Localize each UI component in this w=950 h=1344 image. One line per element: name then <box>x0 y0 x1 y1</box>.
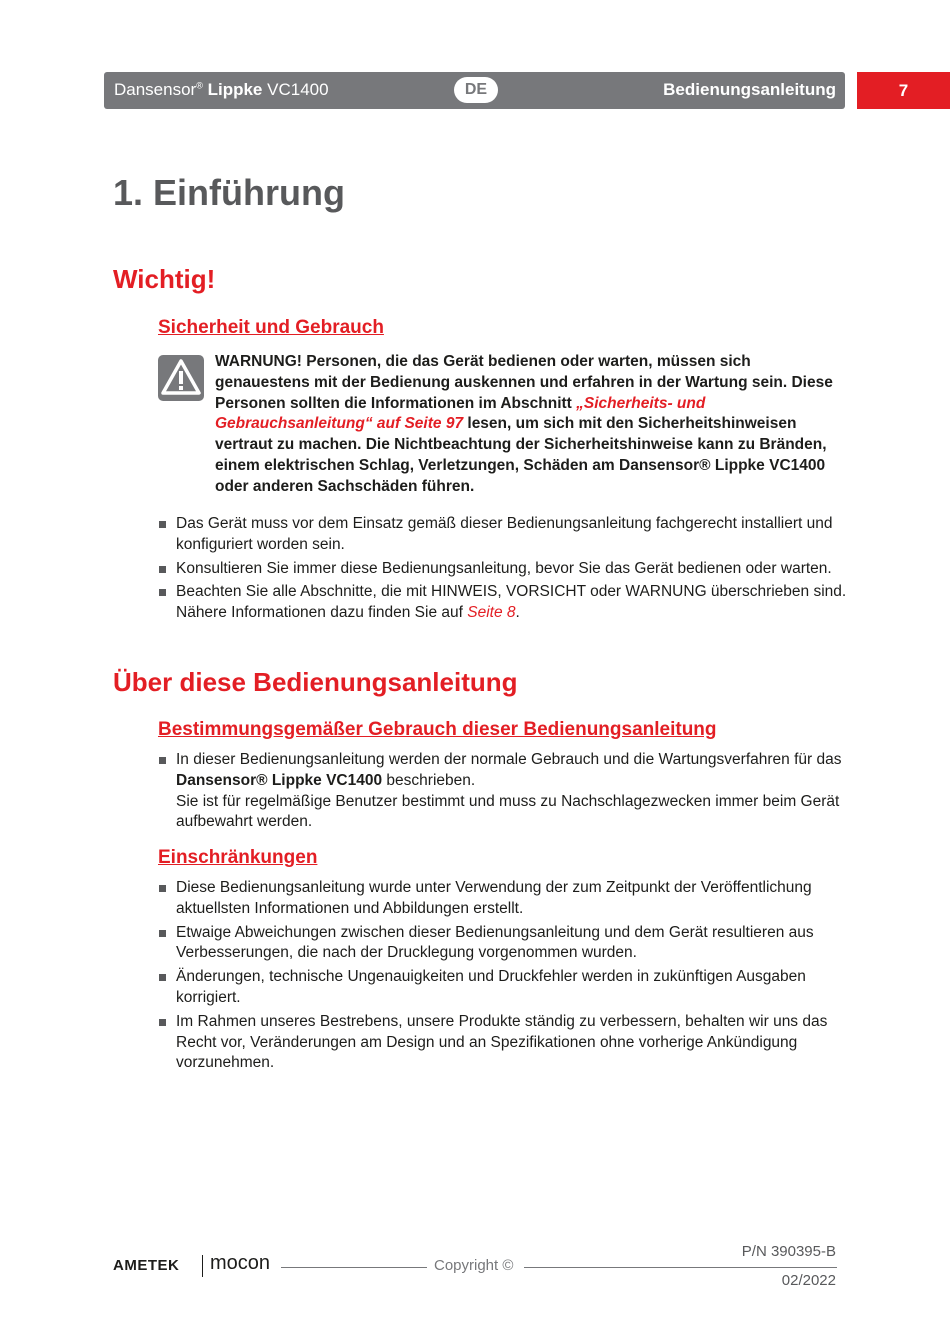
list-item: Das Gerät muss vor dem Einsatz gemäß dieser Bedienungsanleitung fachgerecht installiert und konfiguriert worden sein. <box>158 514 848 556</box>
language-badge: DE <box>454 77 498 103</box>
mocon-logo: mocon <box>210 1252 271 1274</box>
list-item <box>158 582 848 624</box>
footer-rule-right <box>524 1267 837 1268</box>
header-doc-type: Bedienungsanleitung <box>663 80 836 99</box>
bullet-text: Beachten Sie alle Abschnitte, die mit HINWEIS, VORSICHT oder WARNUNG überschrieben sind. Nähere Informationen dazu finden Sie auf <box>176 583 847 622</box>
header-reg-mark: ® <box>196 80 203 91</box>
list-item: Konsultieren Sie immer diese Bedienungsanleitung, bevor Sie das Gerät bedienen oder warten. <box>158 559 848 580</box>
ametek-logo: AMETEK <box>113 1257 180 1274</box>
product-name-bold: Dansensor® Lippke VC1400 <box>176 771 383 789</box>
list-item: Im Rahmen unseres Bestrebens, unsere Produkte ständig zu verbessern, behalten wir uns das Recht vor, Veränderungen am Design und an Spezifikationen ohne vorherige Ankündigung vorzunehmen. <box>158 1012 848 1074</box>
header-product-name: Lippke <box>207 80 263 99</box>
page-8-link[interactable]: Seite 8 <box>467 604 516 622</box>
header-bar <box>104 72 845 109</box>
subsection-title-limitations: Einschränkungen <box>158 847 318 868</box>
limitations-list <box>158 878 848 1077</box>
subsection-title-safety: Sicherheit und Gebrauch <box>158 317 384 338</box>
warning-text-part1: WARNUNG! Personen, die das Gerät bedienen oder warten, müssen sich genauestens mit der Bedienung auskennen und erfahren in der Wartung sein. Diese Personen sollten die Informationen im Abschnitt <box>215 353 833 412</box>
logo-divider <box>202 1255 203 1277</box>
warning-text <box>215 352 840 498</box>
intended-use-text-2: beschrieben. <box>382 771 476 789</box>
warning-triangle-icon <box>158 355 204 401</box>
subsection-title-intended-use: Bestimmungsgemäßer Gebrauch dieser Bedienungsanleitung <box>158 719 717 740</box>
header-product <box>114 80 329 100</box>
list-item: Änderungen, technische Ungenauigkeiten und Druckfehler werden in zukünftigen Ausgaben korrigiert. <box>158 967 848 1009</box>
page-number: 7 <box>857 72 950 109</box>
intended-use-text-3: Sie ist für regelmäßige Benutzer bestimmt und muss zu Nachschlagezwecken immer beim Gerät aufbewahrt werden. <box>176 792 840 831</box>
warning-text-part2: lesen, um sich mit den Sicherheitshinweisen vertraut zu machen. Die Nichtbeachtung der Sicherheitshinweise kann zu Bränden, einem elektrischen Schlag, Verletzungen, Schäden am Dansensor® Lippke VC1400 oder anderen Sachschäden führen. <box>215 415 827 495</box>
list-item: Diese Bedienungsanleitung wurde unter Verwendung der zum Zeitpunkt der Veröffentlichung aktuellsten Informationen und Abbildungen erstellt. <box>158 878 848 920</box>
footer-rule-left <box>281 1267 427 1268</box>
bullet-text-end: . <box>515 604 520 622</box>
chapter-title: 1. Einführung <box>113 172 345 213</box>
list-item: Etwaige Abweichungen zwischen dieser Bedienungsanleitung und dem Gerät resultieren aus Verbesserungen, die nach der Drucklegung vorgenommen wurden. <box>158 923 848 965</box>
intended-use-list <box>158 750 848 836</box>
part-number: P/N 390395-B <box>741 1243 836 1260</box>
header-brand: Dansensor <box>114 80 197 99</box>
header-model: VC1400 <box>267 80 329 99</box>
section-title-manual: Über diese Bedienungsanleitung <box>113 667 518 697</box>
document-date: 02/2022 <box>781 1272 836 1289</box>
list-item <box>158 750 848 833</box>
intended-use-text-1: In dieser Bedienungsanleitung werden der normale Gebrauch und die Wartungsverfahren für das <box>176 751 842 768</box>
copyright-text: Copyright © <box>434 1257 514 1274</box>
section-title-important: Wichtig! <box>113 264 216 294</box>
safety-instructions-link[interactable]: „Sicherheits- und Gebrauchsanleitung“ auf Seite 97 <box>215 394 706 433</box>
important-bullet-list <box>158 514 848 627</box>
